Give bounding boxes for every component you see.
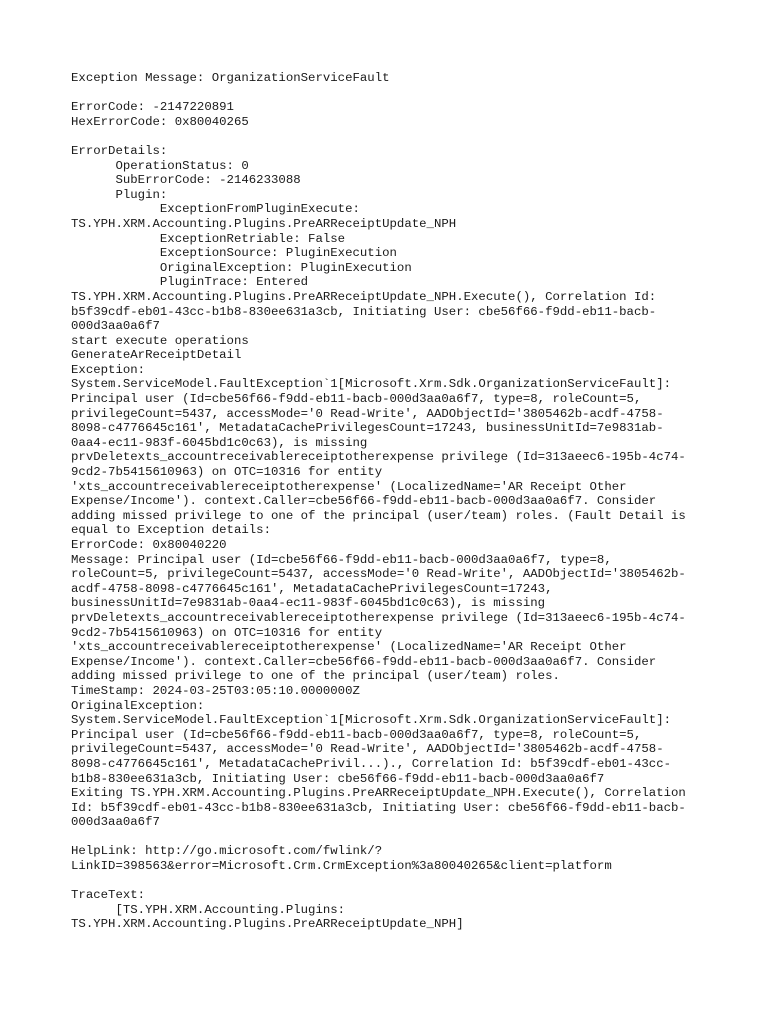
text-line: TS.YPH.XRM.Accounting.Plugins.PreARReceiptUpdate_NPH	[71, 216, 457, 231]
text-line: 8098-c4776645c161', MetadataCachePrivil...)., Correlation Id: b5f39cdf-eb01-43cc-	[71, 756, 672, 771]
text-line: 000d3aa0a6f7	[71, 319, 160, 334]
text-line: businessUnitId=7e9831ab-0aa4-ec11-983f-6045bd1c0c63), is missing	[71, 596, 546, 611]
text-line: TraceText:	[71, 888, 146, 903]
document-page	[71, 71, 711, 932]
text-line: Principal user (Id=cbe56f66-f9dd-eb11-bacb-000d3aa0a6f7, type=8, roleCount=5,	[71, 727, 642, 742]
text-line: Exception Message: OrganizationServiceFault	[71, 71, 390, 85]
text-line: Exception:	[71, 362, 146, 377]
error-log-text	[71, 71, 711, 932]
text-line: GenerateArReceiptDetail	[71, 348, 242, 363]
text-line: OriginalException:	[71, 698, 205, 713]
text-line: Expense/Income'). context.Caller=cbe56f66-f9dd-eb11-bacb-000d3aa0a6f7. Consider	[71, 494, 657, 509]
text-line: System.ServiceModel.FaultException`1[Microsoft.Xrm.Sdk.OrganizationServiceFault]:	[71, 713, 672, 728]
text-line: Exiting TS.YPH.XRM.Accounting.Plugins.PreARReceiptUpdate_NPH.Execute(), Correlation	[71, 786, 686, 801]
text-line: ErrorCode: 0x80040220	[71, 538, 227, 552]
text-line: OperationStatus: 0	[71, 158, 249, 173]
text-line: privilegeCount=5437, accessMode='0 Read-Write', AADObjectId='3805462b-acdf-4758-	[71, 406, 664, 421]
text-line: 'xts_accountreceivablereceiptotherexpense' (LocalizedName='AR Receipt Other	[71, 479, 627, 494]
text-line: Principal user (Id=cbe56f66-f9dd-eb11-bacb-000d3aa0a6f7, type=8, roleCount=5,	[71, 392, 642, 407]
text-line: TS.YPH.XRM.Accounting.Plugins.PreARReceiptUpdate_NPH.Execute(), Correlation Id:	[71, 289, 657, 304]
text-line: prvDeletexts_accountreceivablereceiptotherexpense privilege (Id=313aeec6-195b-4c74-	[71, 450, 686, 465]
text-line: ExceptionFromPluginExecute:	[71, 202, 360, 217]
text-line: b5f39cdf-eb01-43cc-b1b8-830ee631a3cb, Initiating User: cbe56f66-f9dd-eb11-bacb-	[71, 304, 657, 319]
text-line: acdf-4758-8098-c4776645c161', MetadataCachePrivilegesCount=17243,	[71, 581, 553, 596]
text-line: ErrorDetails:	[71, 143, 168, 158]
text-line: OriginalException: PluginExecution	[71, 260, 412, 275]
text-line: start execute operations	[71, 333, 249, 348]
text-line: ErrorCode: -2147220891	[71, 100, 234, 115]
text-line: privilegeCount=5437, accessMode='0 Read-Write', AADObjectId='3805462b-acdf-4758-	[71, 742, 664, 757]
text-line: b1b8-830ee631a3cb, Initiating User: cbe56f66-f9dd-eb11-bacb-000d3aa0a6f7	[71, 771, 605, 786]
text-line: 'xts_accountreceivablereceiptotherexpense' (LocalizedName='AR Receipt Other	[71, 640, 627, 655]
text-line: 9cd2-7b5415610963) on OTC=10316 for entity	[71, 625, 383, 640]
text-line: 000d3aa0a6f7	[71, 815, 160, 830]
text-line: ExceptionRetriable: False	[71, 231, 346, 246]
text-line: 0aa4-ec11-983f-6045bd1c0c63), is missing	[71, 435, 368, 450]
text-line: [TS.YPH.XRM.Accounting.Plugins:	[71, 902, 346, 917]
text-line: equal to Exception details:	[71, 523, 272, 538]
text-line: HexErrorCode: 0x80040265	[71, 114, 249, 129]
text-line: ExceptionSource: PluginExecution	[71, 246, 397, 261]
text-line: Plugin:	[71, 187, 168, 202]
text-line: System.ServiceModel.FaultException`1[Microsoft.Xrm.Sdk.OrganizationServiceFault]:	[71, 377, 672, 392]
text-line: TS.YPH.XRM.Accounting.Plugins.PreARReceiptUpdate_NPH]	[71, 917, 464, 932]
text-line: SubErrorCode: -2146233088	[71, 173, 301, 188]
text-line: roleCount=5, privilegeCount=5437, accessMode='0 Read-Write', AADObjectId='3805462b-	[71, 567, 686, 582]
text-line: prvDeletexts_accountreceivablereceiptotherexpense privilege (Id=313aeec6-195b-4c74-	[71, 610, 686, 625]
text-line: TimeStamp: 2024-03-25T03:05:10.0000000Z	[71, 683, 360, 698]
text-line: 8098-c4776645c161', MetadataCachePrivilegesCount=17243, businessUnitId=7e9831ab-	[71, 421, 664, 436]
text-line: Message: Principal user (Id=cbe56f66-f9dd-eb11-bacb-000d3aa0a6f7, type=8,	[71, 552, 612, 567]
text-line: adding missed privilege to one of the principal (user/team) roles. (Fault Detail is	[71, 508, 686, 523]
text-line: PluginTrace: Entered	[71, 275, 309, 290]
text-line: adding missed privilege to one of the principal (user/team) roles.	[71, 669, 560, 684]
text-line: HelpLink: http://go.microsoft.com/fwlink/?	[71, 844, 383, 859]
text-line: 9cd2-7b5415610963) on OTC=10316 for entity	[71, 465, 383, 480]
text-line: Id: b5f39cdf-eb01-43cc-b1b8-830ee631a3cb, Initiating User: cbe56f66-f9dd-eb11-bacb-	[71, 800, 686, 815]
text-line: Expense/Income'). context.Caller=cbe56f66-f9dd-eb11-bacb-000d3aa0a6f7. Consider	[71, 654, 657, 669]
text-line: LinkID=398563&error=Microsoft.Crm.CrmException%3a80040265&client=platform	[71, 859, 612, 874]
